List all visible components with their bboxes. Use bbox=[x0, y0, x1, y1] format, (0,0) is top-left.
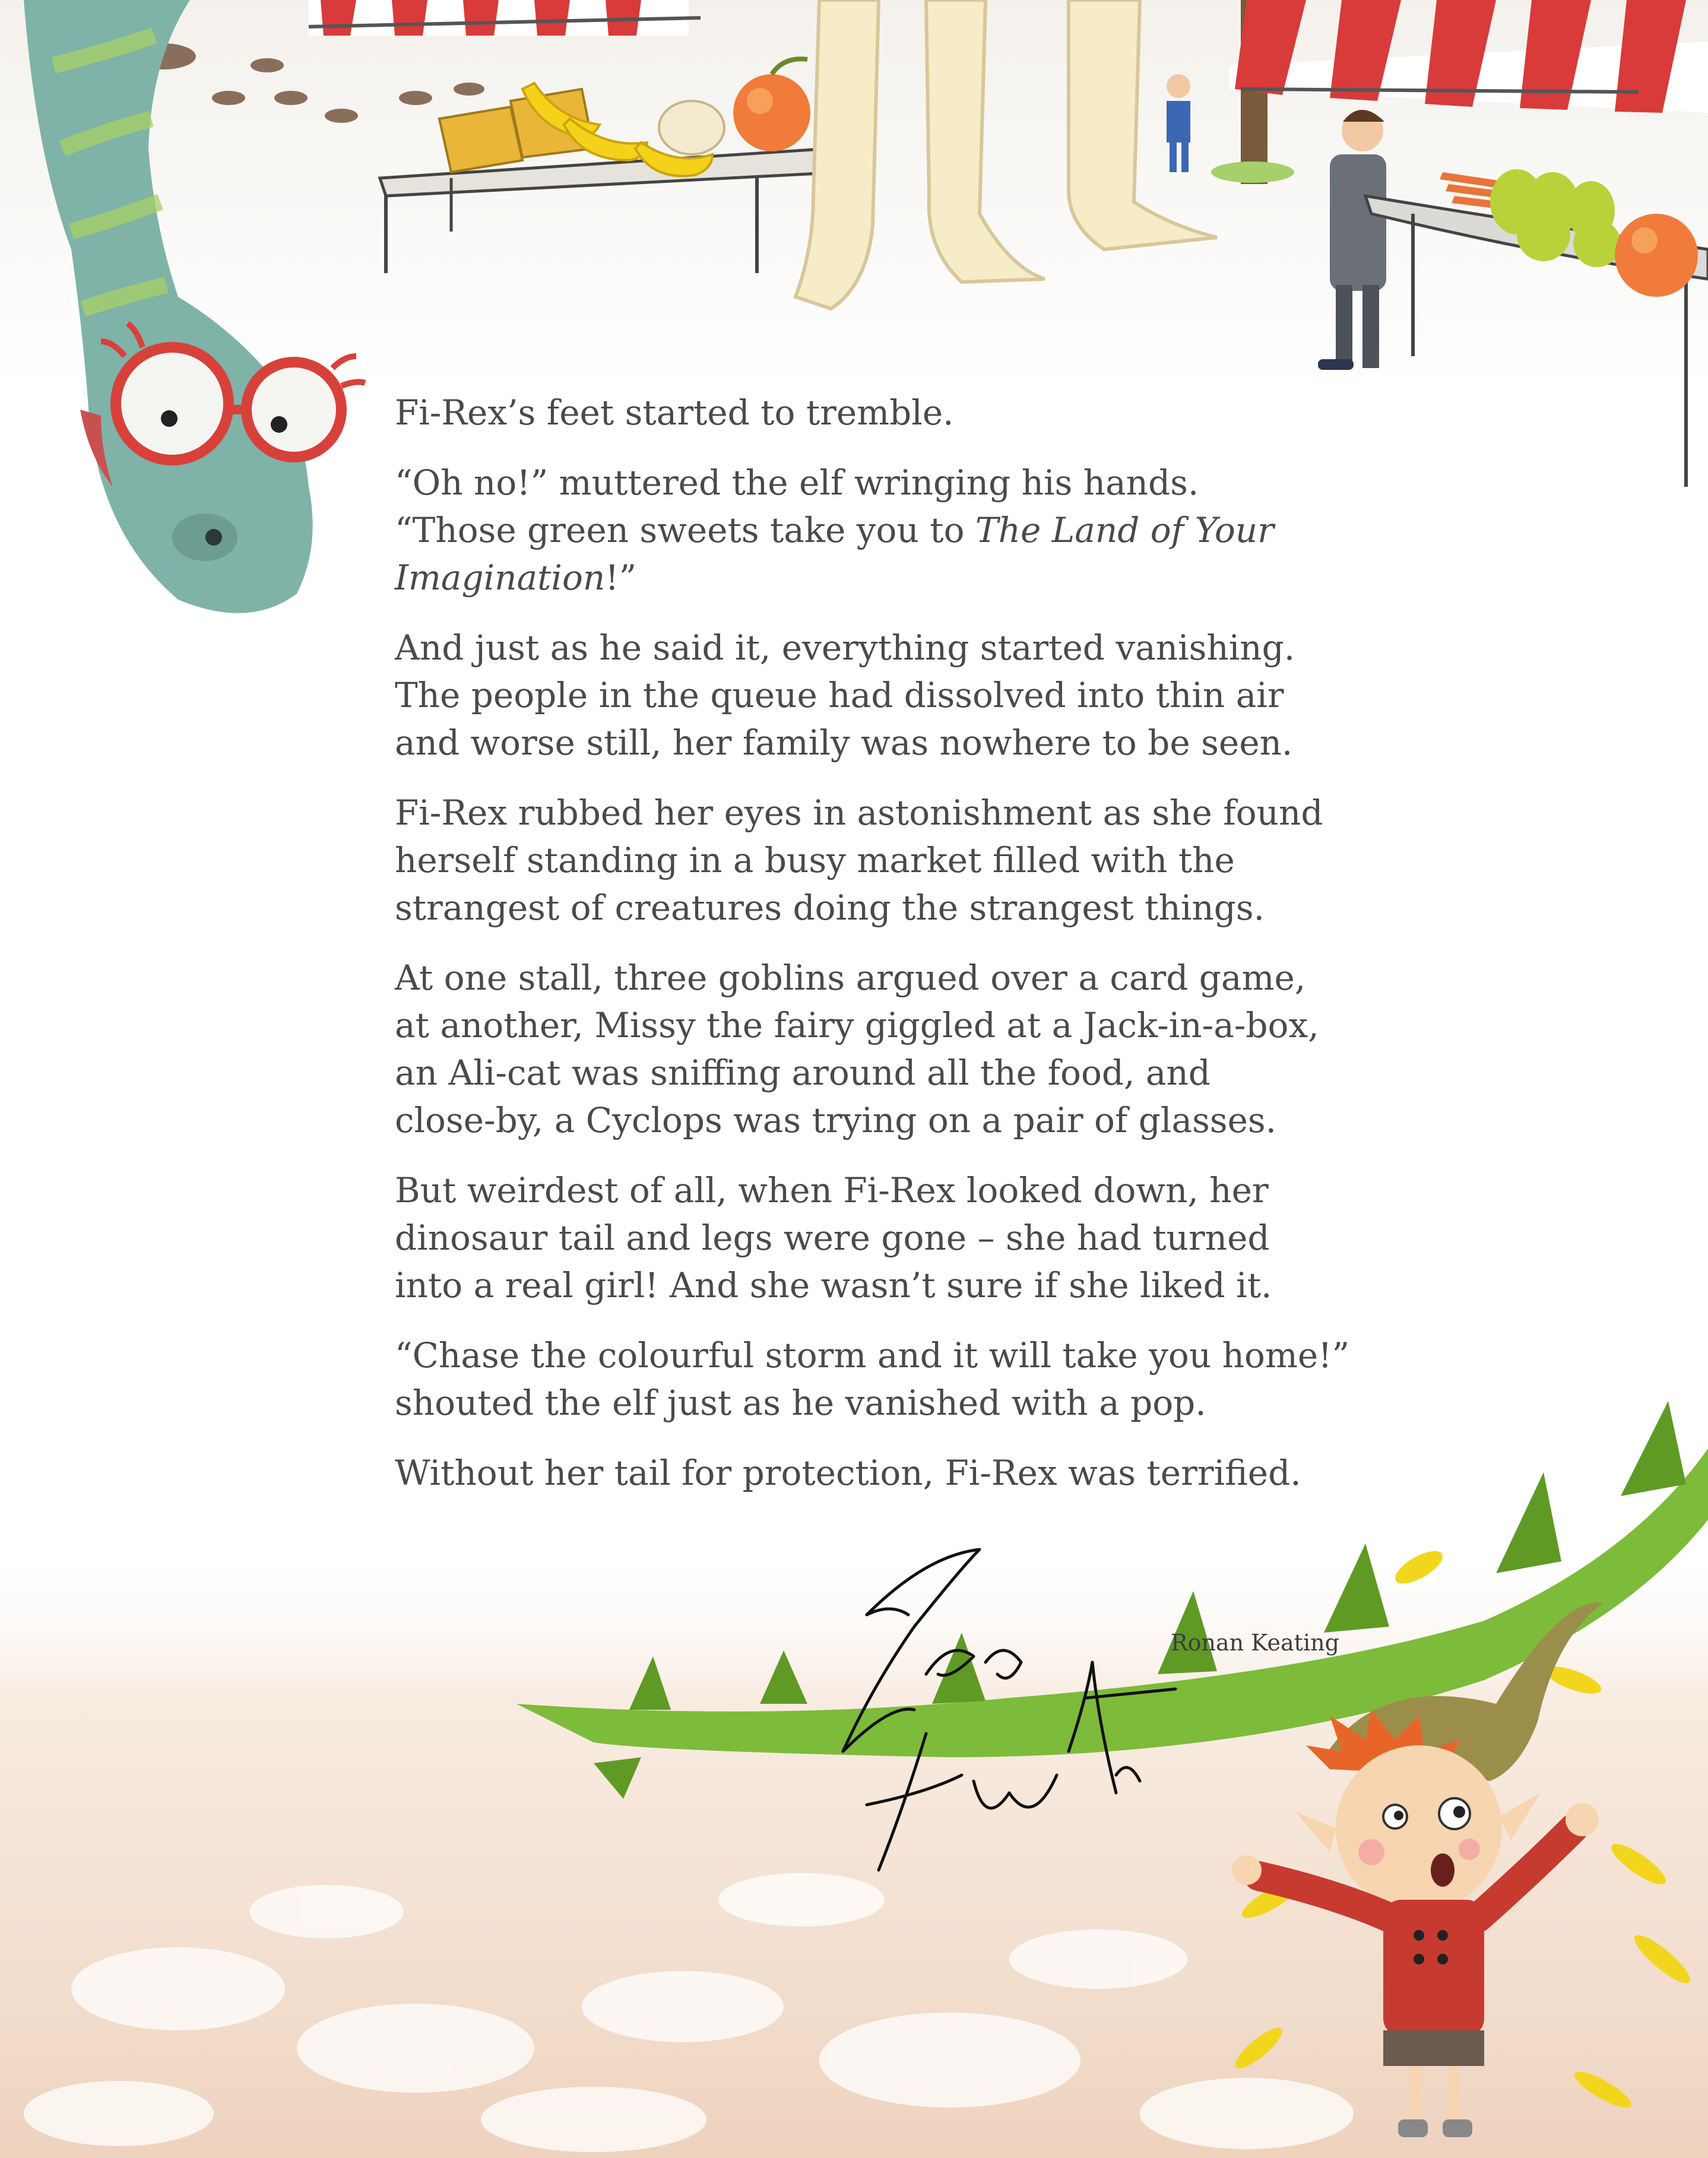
paragraph-7 bbox=[395, 1332, 1440, 1427]
story-line: “Chase the colourful storm and it will take you home!” bbox=[395, 1335, 1350, 1376]
story-line: close-by, a Cyclops was trying on a pair of glasses. bbox=[395, 1100, 1277, 1140]
story-line: and worse still, her family was nowhere to be seen. bbox=[395, 722, 1293, 763]
story-line: The people in the queue had dissolved into thin air bbox=[395, 675, 1284, 715]
story-text-segment: !” bbox=[605, 557, 637, 598]
grass-patch bbox=[1211, 161, 1294, 183]
story-line: Without her tail for protection, Fi-Rex was terrified. bbox=[395, 1453, 1301, 1493]
story-line: At one stall, three goblins argued over a card game, bbox=[395, 958, 1306, 998]
paragraph-5 bbox=[395, 954, 1440, 1144]
story-text-segment: “Those green sweets take you to bbox=[395, 510, 975, 550]
story-line: at another, Missy the fairy giggled at a Jack-in-a-box, bbox=[395, 1005, 1319, 1045]
paragraph-4 bbox=[395, 789, 1440, 931]
story-line: shouted the elf just as he vanished with a pop. bbox=[395, 1383, 1206, 1423]
paragraph-1 bbox=[395, 389, 1440, 436]
story-line: into a real girl! And she wasn’t sure if she liked it. bbox=[395, 1265, 1272, 1305]
book-title-italic: The Land of Your bbox=[975, 510, 1274, 550]
paragraph-6 bbox=[395, 1167, 1440, 1309]
story-line bbox=[395, 554, 1440, 601]
story-line: Fi-Rex’s feet started to tremble. bbox=[395, 392, 954, 433]
paragraph-8 bbox=[395, 1449, 1440, 1497]
story-line: dinosaur tail and legs were gone – she had turned bbox=[395, 1218, 1270, 1258]
story-line: herself standing in a busy market filled with the bbox=[395, 840, 1235, 880]
story-line: Fi-Rex rubbed her eyes in astonishment as she found bbox=[395, 793, 1323, 833]
story-line: And just as he said it, everything started vanishing. bbox=[395, 628, 1295, 668]
story-line: strangest of creatures doing the strangest things. bbox=[395, 888, 1265, 928]
book-title-italic: Imagination bbox=[395, 557, 606, 598]
story-line: But weirdest of all, when Fi-Rex looked down, her bbox=[395, 1170, 1269, 1210]
paragraph-3 bbox=[395, 624, 1440, 766]
paragraph-2 bbox=[395, 459, 1440, 601]
author-byline: Ronan Keating bbox=[1171, 1630, 1339, 1656]
left-awning bbox=[309, 0, 701, 36]
story-text bbox=[395, 389, 1440, 1519]
story-line bbox=[395, 506, 1440, 554]
story-line: an Ali-cat was sniffing around all the food, and bbox=[395, 1053, 1211, 1093]
story-line: “Oh no!” muttered the elf wringing his hands. bbox=[395, 462, 1199, 503]
